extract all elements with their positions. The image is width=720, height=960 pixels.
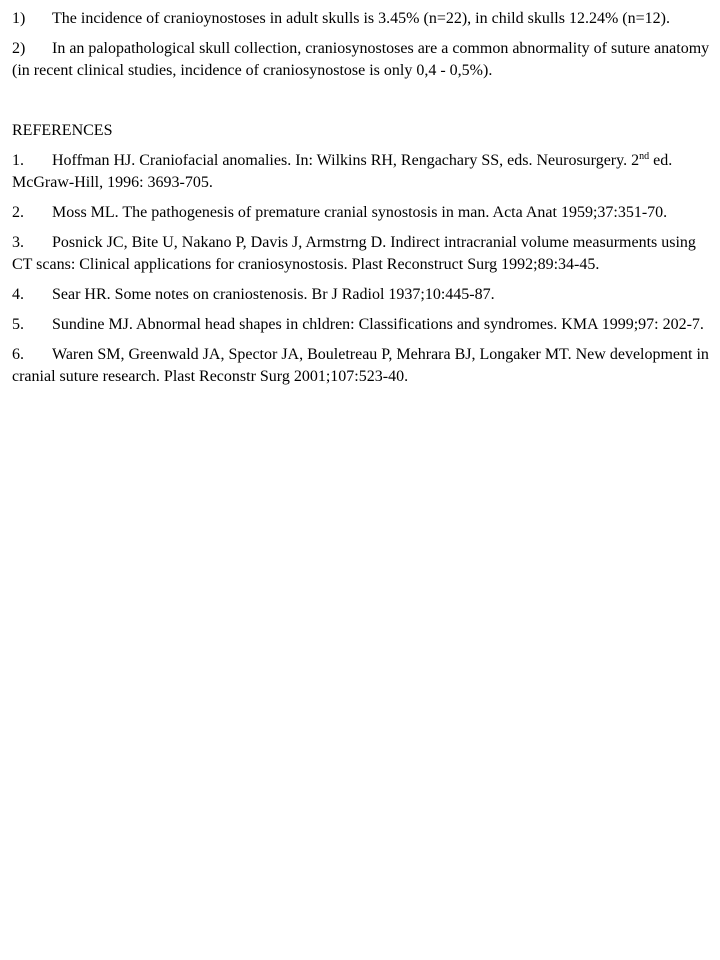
reference-item	[12, 284, 712, 306]
reference-text: Moss ML. The pathogenesis of premature cranial synostosis in man. Acta Anat 1959;37:351-70.	[52, 204, 668, 221]
reference-number: 6.	[12, 346, 24, 363]
reference-number: 1.	[12, 152, 24, 169]
document-page	[12, 8, 712, 388]
reference-text: Waren SM, Greenwald JA, Spector JA, Bouletreau P, Mehrara BJ, Longaker MT. New development in cranial suture research. Plast Reconstr Surg 2001;107:523-40.	[12, 346, 709, 385]
conclusion-item	[12, 8, 712, 30]
reference-item	[12, 202, 712, 224]
conclusion-text: The incidence of cranioynostoses in adult skulls is 3.45% (n=22), in child skulls 12.24% (n=12).	[52, 10, 670, 27]
reference-text-continued: ed. McGraw-Hill, 1996: 3693-705.	[12, 152, 673, 191]
reference-superscript: nd	[639, 151, 650, 162]
reference-item	[12, 344, 712, 388]
reference-item	[12, 314, 712, 336]
reference-number: 5.	[12, 316, 24, 333]
reference-text: Posnick JC, Bite U, Nakano P, Davis J, Armstrng D. Indirect intracranial volume measurments using CT scans: Clinical applications for craniosynostosis. Plast Reconstruct Surg 1992;89:34-45.	[12, 234, 696, 273]
references-heading: REFERENCES	[12, 122, 113, 139]
reference-text: Hoffman HJ. Craniofacial anomalies. In: Wilkins RH, Rengachary SS, eds. Neurosurgery. 2	[52, 152, 640, 169]
conclusion-text: In an palopathological skull collection, craniosynostoses are a common abnormality of suture anatomy (in recent clinical studies, incidence of craniosynostose is only 0,4 - 0,5%).	[12, 40, 710, 79]
reference-number: 3.	[12, 234, 24, 251]
reference-item	[12, 150, 712, 194]
reference-number: 4.	[12, 286, 24, 303]
reference-text: Sear HR. Some notes on craniostenosis. Br J Radiol 1937;10:445-87.	[52, 286, 495, 303]
conclusion-item	[12, 38, 712, 82]
reference-item	[12, 232, 712, 276]
conclusion-number: 2)	[12, 40, 26, 57]
reference-text: Sundine MJ. Abnormal head shapes in chldren: Classifications and syndromes. KMA 1999;97: 202-7.	[52, 316, 704, 333]
reference-number: 2.	[12, 204, 24, 221]
conclusion-number: 1)	[12, 10, 26, 27]
